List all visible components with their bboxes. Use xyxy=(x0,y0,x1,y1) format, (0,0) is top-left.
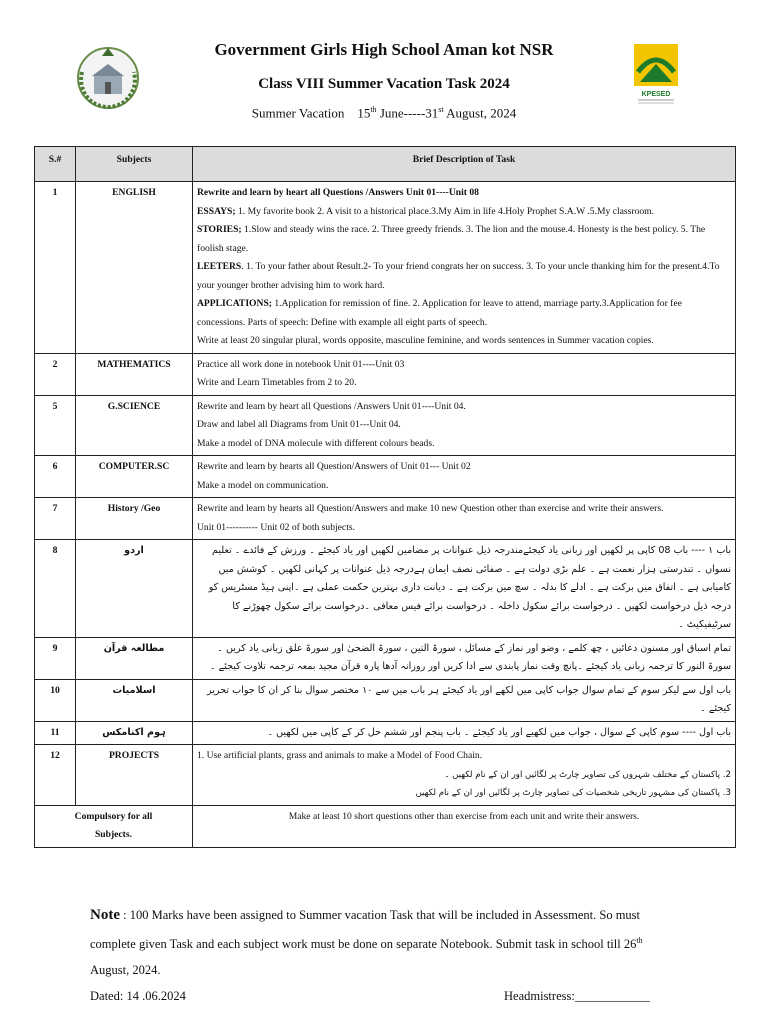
row-description xyxy=(193,182,736,354)
line-heading: Rewrite and learn by heart all Questions /Answers Unit 01----Unit 08 xyxy=(197,187,479,198)
description-line: درجہ ذیل عنوانات پر کہانی لکھیں ۔ کوشش میں کامیابی ہے ۔ اتفاق میں برکت ہے ۔ ادلے کا بدلہ ۔ سچ میں برکت ہے ۔ دیانت داری بہترین حکمت عملی ہے ۔ xyxy=(218,563,731,593)
line-text: Make a model on communication. xyxy=(197,479,329,491)
table-row xyxy=(35,679,736,721)
line-text: Write at least 20 singular plural, words opposite, masculine feminine, and words sentences in Summer vacation copies. xyxy=(197,335,654,346)
compulsory-subject xyxy=(35,805,193,847)
line-text: Make a model of DNA molecule with different colours beads. xyxy=(197,437,435,449)
compulsory-line1: Compulsory for all xyxy=(74,810,153,822)
row-sn: 8 xyxy=(35,540,76,638)
table-row xyxy=(35,182,736,354)
start-day-sup: th xyxy=(370,105,377,114)
line-text: . 1. To your father about Result.2- To your friend congrats her on success. 3. To your uncle thanking him for the present.4.To your younger brother advising him to work hard. xyxy=(197,261,720,291)
row-subject: COMPUTER.SC xyxy=(76,456,193,498)
description-line: مندرجہ ذیل عنوانات پر مضامین لکھیں اور یاد کیجئے ۔ ورزش کے فائدے ۔ تعلیم نسواں ۔ تندرستی ہزار نعمت ہے ۔ علم بڑی دولت ہے ۔ صفائی نصف ایمان ہے xyxy=(211,545,731,575)
description-line: باب اول سے لیکر سوم کے تمام سوال جواب کاپی میں لکھے اور یاد کیجئے ہر باب میں سے ۱۰ مختصر سوال بنا کر ان کا جواب تحریر کیجئے ۔ xyxy=(206,684,731,714)
table-row xyxy=(35,540,736,638)
row-subject: PROJECTS xyxy=(76,745,193,806)
row-sn: 6 xyxy=(35,456,76,498)
description-line xyxy=(197,203,731,222)
description-line xyxy=(197,332,731,351)
description-line: 2. پاکستان کے مختلف شہروں کی تصاویر چارٹ پر لگائیں اور ان کے نام لکھیں ۔ xyxy=(444,769,731,780)
table-row xyxy=(35,395,736,456)
line-text: 1. My favorite book 2. A visit to a historical place.3.My Aim in life 4.Holy Prophet S.A.W .5.My classroom. xyxy=(235,205,655,217)
row-sn: 2 xyxy=(35,353,76,395)
description-line: 1. Use artificial plants, grass and animals to make a Model of Food Chain. xyxy=(197,750,483,761)
table-row xyxy=(35,745,736,806)
table-header-row xyxy=(35,147,736,182)
row-sn: 1 xyxy=(35,182,76,354)
row-subject: ہوم اکنامکس xyxy=(76,721,193,745)
description-line xyxy=(197,416,731,435)
row-sn: 12 xyxy=(35,745,76,806)
end-month: August, 2024 xyxy=(443,105,517,121)
description-line xyxy=(197,398,731,417)
row-description xyxy=(193,679,736,721)
description-line xyxy=(197,374,731,393)
description-line xyxy=(197,295,731,332)
row-subject: اردو xyxy=(76,540,193,638)
row-description xyxy=(193,745,736,806)
description-line: باب ۱ ---- باب 08 کاپی پر لکھیں اور زبانی یاد کیجئے xyxy=(523,545,731,556)
row-subject: MATHEMATICS xyxy=(76,353,193,395)
line-text: Practice all work done in notebook Unit 01----Unit 03 xyxy=(197,358,405,370)
description-line: درخواست برائے سکول چھوڑنے کا سرٹیفیکیٹ ۔ xyxy=(232,600,731,630)
table-body xyxy=(35,182,736,848)
row-sn: 5 xyxy=(35,395,76,456)
row-subject: مطالعہ قرآن xyxy=(76,637,193,679)
description-line xyxy=(197,258,731,295)
compulsory-description: Make at least 10 short questions other than exercise from each unit and write their answers. xyxy=(193,805,736,847)
line-text: Unit 01---------- Unit 02 of both subjects. xyxy=(197,521,355,533)
line-text: Rewrite and learn by hearts all Question/Answers of Unit 01--- Unit 02 xyxy=(197,461,471,472)
row-description xyxy=(193,637,736,679)
line-text: 1.Slow and steady wins the race. 2. Three greedy friends. 3. The lion and the mouse.4. Honesty is the best policy. 5. The foolish stage. xyxy=(197,224,706,254)
vacation-label: Summer Vacation xyxy=(251,105,345,121)
description-line xyxy=(197,477,731,496)
table-row xyxy=(35,721,736,745)
row-sn: 10 xyxy=(35,679,76,721)
description-line: باب اول ---- سوم کاپی کے سوال ، جواب میں لکھیے اور یاد کیجئے ۔ باب پنجم اور ششم حل کر کے کاپی میں لکھیں ۔ xyxy=(267,726,731,738)
row-description xyxy=(193,721,736,745)
line-heading: STORIES; xyxy=(197,224,242,235)
row-sn: 11 xyxy=(35,721,76,745)
description-line xyxy=(197,356,731,375)
start-month: June----- xyxy=(376,105,426,121)
line-text: Write and Learn Timetables from 2 to 20. xyxy=(197,377,357,388)
row-subject: ENGLISH xyxy=(76,182,193,354)
kpesed-logo-text: KPESED xyxy=(641,91,671,98)
header-sn: S.# xyxy=(35,147,76,182)
end-day: 31 xyxy=(425,105,439,121)
task-table xyxy=(34,146,736,848)
row-sn: 9 xyxy=(35,637,76,679)
school-name: Government Girls High School Aman kot NSR xyxy=(214,40,554,59)
note-paragraph xyxy=(90,902,650,983)
description-line xyxy=(197,184,731,203)
note-label: Note xyxy=(90,907,120,923)
line-text: Rewrite and learn by hearts all Question/Answers and make 10 new Question other than exercise and write their answers. xyxy=(197,503,664,514)
header-subjects: Subjects xyxy=(76,147,193,182)
description-line: 3. پاکستان کی مشہور تاریخی شخصیات کی تصاویر چارٹ پر لگائیں اور ان کے نام لکھیں xyxy=(415,788,731,798)
headmistress-signature: Headmistress:____________ xyxy=(504,989,650,1003)
line-text: Draw and label all Diagrams from Unit 01---Unit 04. xyxy=(197,419,401,430)
table-row xyxy=(35,637,736,679)
vacation-dates xyxy=(0,105,768,121)
line-heading: APPLICATIONS; xyxy=(197,298,272,309)
row-description xyxy=(193,395,736,456)
description-line: اپنی ہیڈ مسٹریس کو درجہ ذیل درخواست لکھیں ۔ درخواست برائے سکول داخلہ ۔ درخواست برائے فیس معافی ۔ xyxy=(208,582,731,612)
table-row xyxy=(35,498,736,540)
description-line xyxy=(197,458,731,477)
compulsory-line2: Subjects. xyxy=(94,829,133,840)
row-subject: History /Geo xyxy=(76,498,193,540)
class-title: Class VIII Summer Vacation Task 2024 xyxy=(258,76,510,92)
row-description xyxy=(193,353,736,395)
row-description xyxy=(193,498,736,540)
end-day-sup: st xyxy=(438,105,444,114)
line-heading: ESSAYS; xyxy=(197,205,236,217)
description-line: پانچ وقت نماز پابندی سے ادا کریں اور روزانہ آدھا پارہ قرآن مجید بمعہ ترجمہ تلاوت کیجئے ۔ xyxy=(209,661,578,672)
description-line xyxy=(197,519,731,538)
row-description xyxy=(193,540,736,638)
row-subject: اسلامیات xyxy=(76,679,193,721)
note-text-end: August, 2024. xyxy=(90,963,161,978)
line-heading: LEETERS xyxy=(197,261,242,272)
line-text: Rewrite and learn by heart all Questions /Answers Unit 01----Unit 04. xyxy=(197,400,466,412)
table-row xyxy=(35,805,736,847)
start-day: 15 xyxy=(357,105,371,121)
kpesed-logo xyxy=(630,42,682,108)
line-text: 1.Application for remission of fine. 2. Application for leave to attend, marriage party.3.Application for fee concessions. Parts of speech: Define with example all eight parts of speech. xyxy=(197,298,682,328)
row-description xyxy=(193,456,736,498)
description-line xyxy=(197,500,731,519)
dated: Dated: 14 .06.2024 xyxy=(90,989,186,1003)
note-sup: th xyxy=(636,936,643,945)
row-subject: G.SCIENCE xyxy=(76,395,193,456)
table-row xyxy=(35,456,736,498)
row-sn: 7 xyxy=(35,498,76,540)
description-line xyxy=(197,221,731,258)
table-row xyxy=(35,353,736,395)
note-text: : 100 Marks have been assigned to Summer vacation Task that will be included in Assessment. So must complete given Task and each subject work must be done on separate Notebook. Submit task in school till 26 xyxy=(90,908,641,952)
header-description: Brief Description of Task xyxy=(193,147,736,182)
description-line: تمام اسباق اور مسنون دعائیں ، چھ کلمے ، وضو اور نماز کے مسائل ، سورۃ التین ، سورۃ الضحیٰ اور سورۃ علق زبانی یاد کریں ۔ سورۃ النور کا ترجمہ زبانی یاد کیجئے ۔ xyxy=(217,642,731,672)
description-line xyxy=(197,435,731,454)
